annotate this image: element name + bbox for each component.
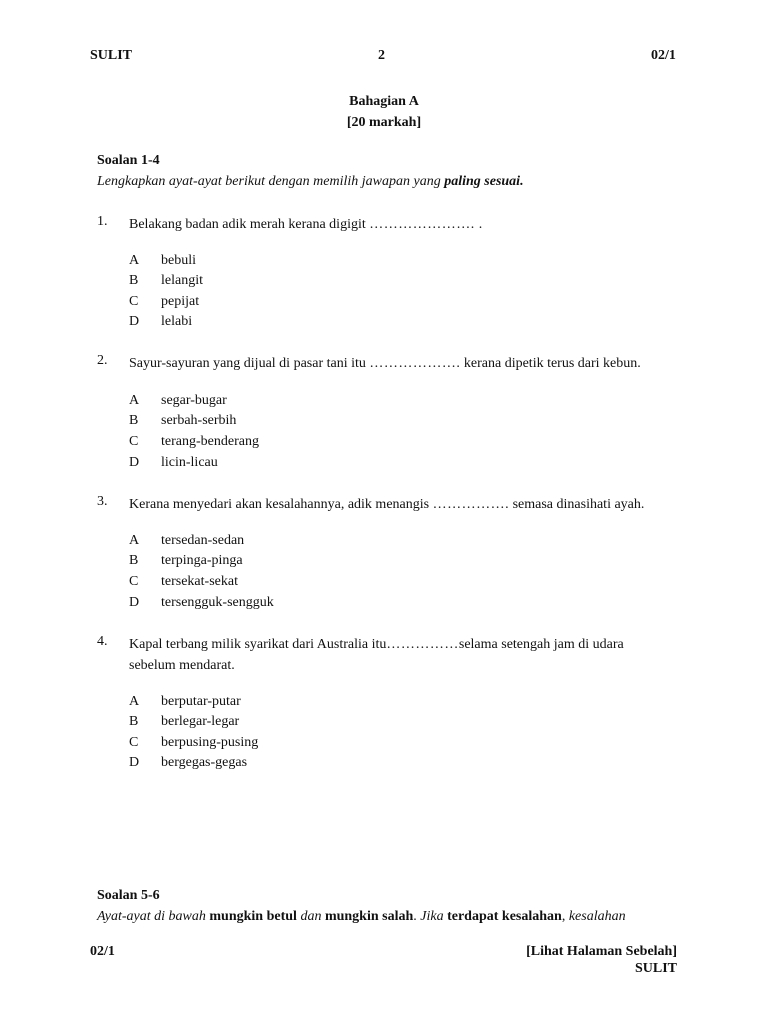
page-number: 2 bbox=[378, 48, 385, 63]
question-stem-end: semasa dinasihati ayah. bbox=[509, 497, 645, 512]
group2-instruction bbox=[97, 909, 626, 925]
option-text: berputar-putar bbox=[161, 694, 241, 709]
question-stem: Kapal terbang milik syarikat dari Australia itu bbox=[129, 637, 387, 652]
question-number: 3. bbox=[97, 494, 108, 509]
question-text bbox=[129, 494, 689, 515]
option-letter: B bbox=[129, 553, 139, 568]
option-text: terang-benderang bbox=[161, 434, 259, 449]
group1-heading: Soalan 1-4 bbox=[97, 153, 160, 168]
instr-part: Jika bbox=[420, 909, 448, 924]
question-number: 2. bbox=[97, 353, 108, 368]
option-text: segar-bugar bbox=[161, 393, 227, 408]
option-text: tersengguk-sengguk bbox=[161, 595, 274, 610]
instr-part: . bbox=[413, 909, 421, 924]
option-text: berlegar-legar bbox=[161, 714, 240, 729]
question-text bbox=[129, 214, 689, 235]
instr-part: terdapat kesalahan bbox=[447, 909, 562, 924]
option-text: bebuli bbox=[161, 253, 196, 268]
option-letter: D bbox=[129, 455, 140, 470]
instr-part: Ayat-ayat di bawah bbox=[97, 909, 210, 924]
option-letter: B bbox=[129, 413, 139, 428]
section-marks: [20 markah] bbox=[346, 115, 422, 130]
option-letter: A bbox=[129, 253, 140, 268]
option-letter: B bbox=[129, 273, 139, 288]
question-stem-end: selama setengah jam di udara sebelum mendarat. bbox=[129, 637, 624, 673]
footer-classification: SULIT bbox=[634, 961, 677, 976]
option-letter: A bbox=[129, 694, 140, 709]
question-stem: Belakang badan adik merah kerana digigit bbox=[129, 217, 370, 232]
question-stem: Sayur-sayuran yang dijual di pasar tani itu bbox=[129, 356, 370, 371]
section-title: Bahagian A bbox=[349, 94, 419, 109]
group1-instruction bbox=[97, 174, 524, 190]
option-letter: D bbox=[129, 595, 140, 610]
option-text: tersekat-sekat bbox=[161, 574, 238, 589]
answer-blank: ……………. bbox=[432, 497, 510, 512]
option-text: lelabi bbox=[161, 314, 193, 329]
option-text: pepijat bbox=[161, 294, 200, 309]
question-text bbox=[129, 634, 669, 676]
answer-blank: …………… bbox=[386, 637, 459, 652]
option-letter: C bbox=[129, 574, 139, 589]
header-left: SULIT bbox=[90, 48, 133, 63]
instr-part: kesalahan bbox=[568, 909, 626, 924]
instr-part: mungkin betul bbox=[209, 909, 297, 924]
option-text: tersedan-sedan bbox=[161, 533, 245, 548]
option-letter: C bbox=[129, 735, 139, 750]
option-text: licin-licau bbox=[161, 455, 218, 470]
option-letter: A bbox=[129, 533, 140, 548]
question-number: 4. bbox=[97, 634, 108, 649]
option-letter: D bbox=[129, 755, 140, 770]
group2-heading: Soalan 5-6 bbox=[97, 888, 160, 903]
footer-next-page: [Lihat Halaman Sebelah] bbox=[526, 944, 677, 959]
group1-instruction-italic: Lengkapkan ayat-ayat berikut dengan memilih jawapan yang bbox=[97, 174, 445, 189]
header-right: 02/1 bbox=[651, 48, 676, 63]
option-letter: B bbox=[129, 714, 139, 729]
option-letter: A bbox=[129, 393, 140, 408]
instr-part: , bbox=[561, 909, 569, 924]
option-text: berpusing-pusing bbox=[161, 735, 259, 750]
question-text bbox=[129, 353, 689, 374]
instr-part: mungkin salah bbox=[324, 909, 414, 924]
option-letter: D bbox=[129, 314, 140, 329]
question-number: 1. bbox=[97, 214, 108, 229]
option-text: terpinga-pinga bbox=[161, 553, 243, 568]
question-stem-end: kerana dipetik terus dari kebun. bbox=[460, 356, 641, 371]
option-text: lelangit bbox=[161, 273, 203, 288]
group1-instruction-bold: paling sesuai. bbox=[444, 174, 524, 189]
option-letter: C bbox=[129, 294, 139, 309]
footer-left: 02/1 bbox=[90, 944, 115, 959]
question-stem: Kerana menyedari akan kesalahannya, adik menangis bbox=[129, 497, 433, 512]
answer-blank: …………………. . bbox=[369, 217, 483, 232]
option-text: bergegas-gegas bbox=[161, 755, 248, 770]
option-letter: C bbox=[129, 434, 139, 449]
answer-blank: ………………. bbox=[369, 356, 461, 371]
option-text: serbah-serbih bbox=[161, 413, 237, 428]
instr-part: dan bbox=[296, 909, 325, 924]
